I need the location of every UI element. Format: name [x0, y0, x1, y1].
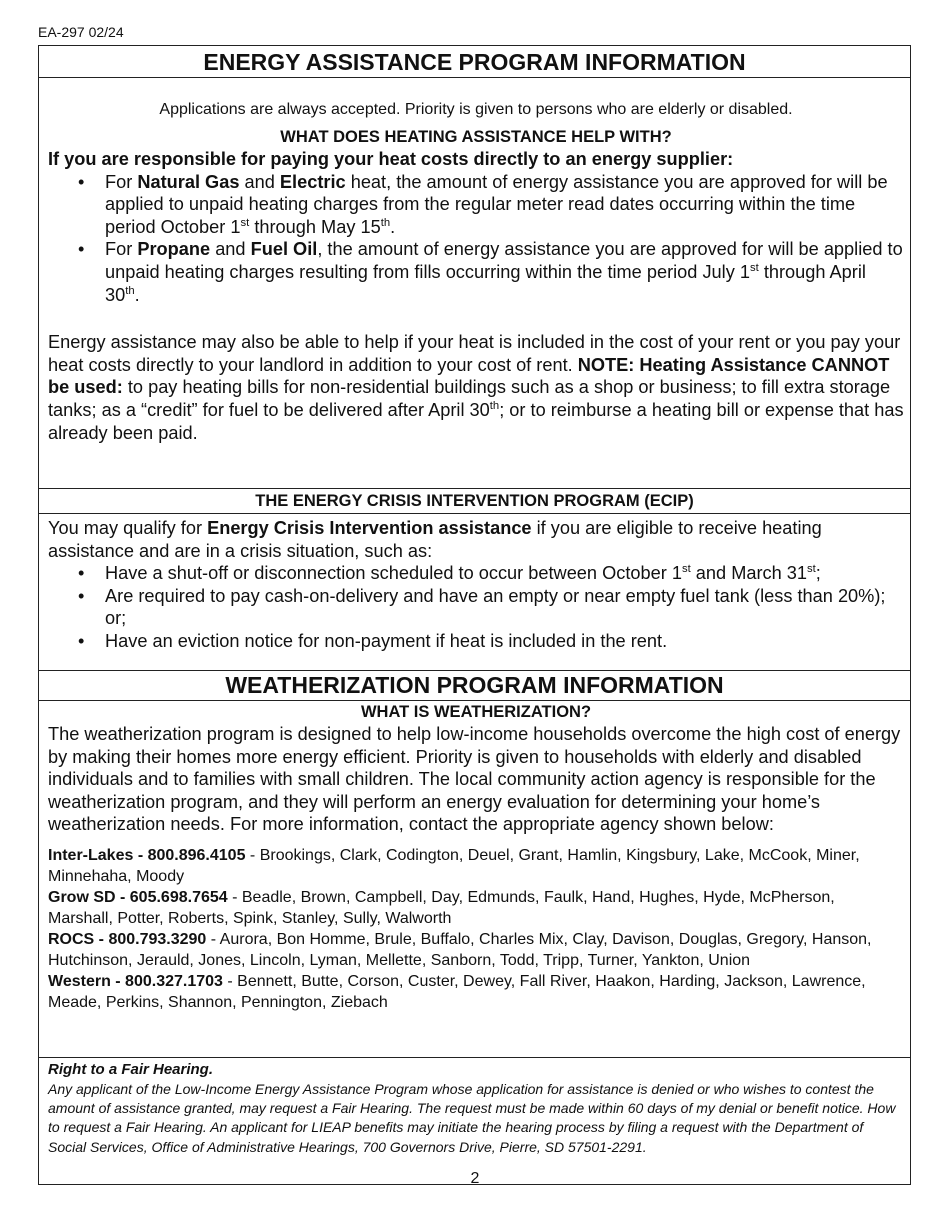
ecip-bullet-cod: • Are required to pay cash-on-delivery and have an empty or near empty fuel tank (less than 20%); or;	[48, 585, 904, 630]
agency-grow-sd: Grow SD - 605.698.7654 - Beadle, Brown, Campbell, Day, Edmunds, Faulk, Hand, Hughes, Hyde, McPherson, Marshall, Potter, Roberts, Spink, Stanley, Sully, Walworth	[48, 888, 835, 927]
fair-hearing-section	[39, 1058, 910, 1184]
page-number: 2	[470, 1170, 480, 1187]
weatherization-heading: WHAT IS WEATHERIZATION?	[360, 703, 592, 721]
heating-heading: WHAT DOES HEATING ASSISTANCE HELP WITH?	[280, 128, 672, 146]
heating-bullets	[48, 171, 904, 307]
energy-intro: Applications are always accepted. Priority is given to persons who are elderly or disabled.	[159, 101, 793, 118]
energy-paragraph: Energy assistance may also be able to help if your heat is included in the cost of your rent or you pay your heat costs directly to your landlord in addition to your cost of rent. NOTE: Heating Assistance CANNOT be used: to pay heating bills for non-residential buildings such as a shop or business; to fill extra storage tanks; as a “credit” for fuel to be delivered after April 30th; or to reimburse a heating bill or expense that has already been paid.	[48, 332, 904, 443]
responsible-line: If you are responsible for paying your heat costs directly to an energy supplier:	[48, 149, 734, 169]
fair-hearing-body: Any applicant of the Low-Income Energy Assistance Program whose application for assistance is denied or who wishes to contest the amount of assistance granted, may request a Fair Hearing. The request must be made within 60 days of my denial or benefit notice. How to request a Fair Hearing. An applicant for LIEAP benefits may initiate the hearing process by filing a request with the Department of Social Services, Office of Administrative Hearings, 700 Governors Drive, Pierre, SD 57501-2291.	[48, 1081, 896, 1155]
ecip-title: THE ENERGY CRISIS INTERVENTION PROGRAM (ECIP)	[39, 489, 910, 514]
fair-hearing-title: Right to a Fair Hearing.	[48, 1061, 214, 1078]
energy-section	[39, 78, 910, 489]
weatherization-title: WEATHERIZATION PROGRAM INFORMATION	[39, 671, 910, 701]
agency-western: Western - 800.327.1703 - Bennett, Butte, Corson, Custer, Dewey, Fall River, Haakon, Harding, Jackson, Lawrence, Meade, Perkins, Shannon, Pennington, Ziebach	[48, 972, 866, 1011]
bullet-propane-fuel-oil: • For Propane and Fuel Oil, the amount of energy assistance you are approved for will be applied to unpaid heating charges resulting from fills occurring within the time period July 1st through April 30th.	[48, 238, 904, 306]
agency-rocs: ROCS - 800.793.3290 - Aurora, Bon Homme, Brule, Buffalo, Charles Mix, Clay, Davison, Douglas, Gregory, Hanson, Hutchinson, Jerauld, Jones, Lincoln, Lyman, Mellette, Sanborn, Todd, Tripp, Turner, Yankton, Union	[48, 930, 872, 969]
ecip-section	[39, 514, 910, 671]
energy-title: ENERGY ASSISTANCE PROGRAM INFORMATION	[39, 46, 910, 78]
document-frame	[38, 45, 911, 1185]
ecip-bullet-shutoff: • Have a shut-off or disconnection scheduled to occur between October 1st and March 31st;	[48, 562, 904, 585]
bullet-gas-electric: • For Natural Gas and Electric heat, the amount of energy assistance you are approved for will be applied to unpaid heating charges from the regular meter read dates occurring within the time period October 1st through May 15th.	[48, 171, 904, 239]
ecip-intro: You may qualify for Energy Crisis Intervention assistance if you are eligible to receive heating assistance and are in a crisis situation, such as:	[48, 518, 822, 561]
weatherization-section	[39, 701, 910, 1058]
ecip-bullets	[48, 562, 904, 652]
agency-inter-lakes: Inter-Lakes - 800.896.4105 - Brookings, Clark, Codington, Deuel, Grant, Hamlin, Kingsbury, Lake, McCook, Miner, Minnehaha, Moody	[48, 846, 860, 885]
form-id: EA-297 02/24	[38, 24, 124, 40]
weatherization-paragraph: The weatherization program is designed to help low-income households overcome the high cost of energy by making their homes more energy efficient. Priority is given to households with elderly and disabled individuals and to families with small children. The local community action agency is responsible for the weatherization program, and they will perform an energy evaluation for determining your home’s weatherization needs. For more information, contact the appropriate agency shown below:	[48, 724, 901, 835]
agency-list	[48, 845, 904, 1013]
ecip-bullet-eviction: • Have an eviction notice for non-payment if heat is included in the rent.	[48, 630, 904, 653]
